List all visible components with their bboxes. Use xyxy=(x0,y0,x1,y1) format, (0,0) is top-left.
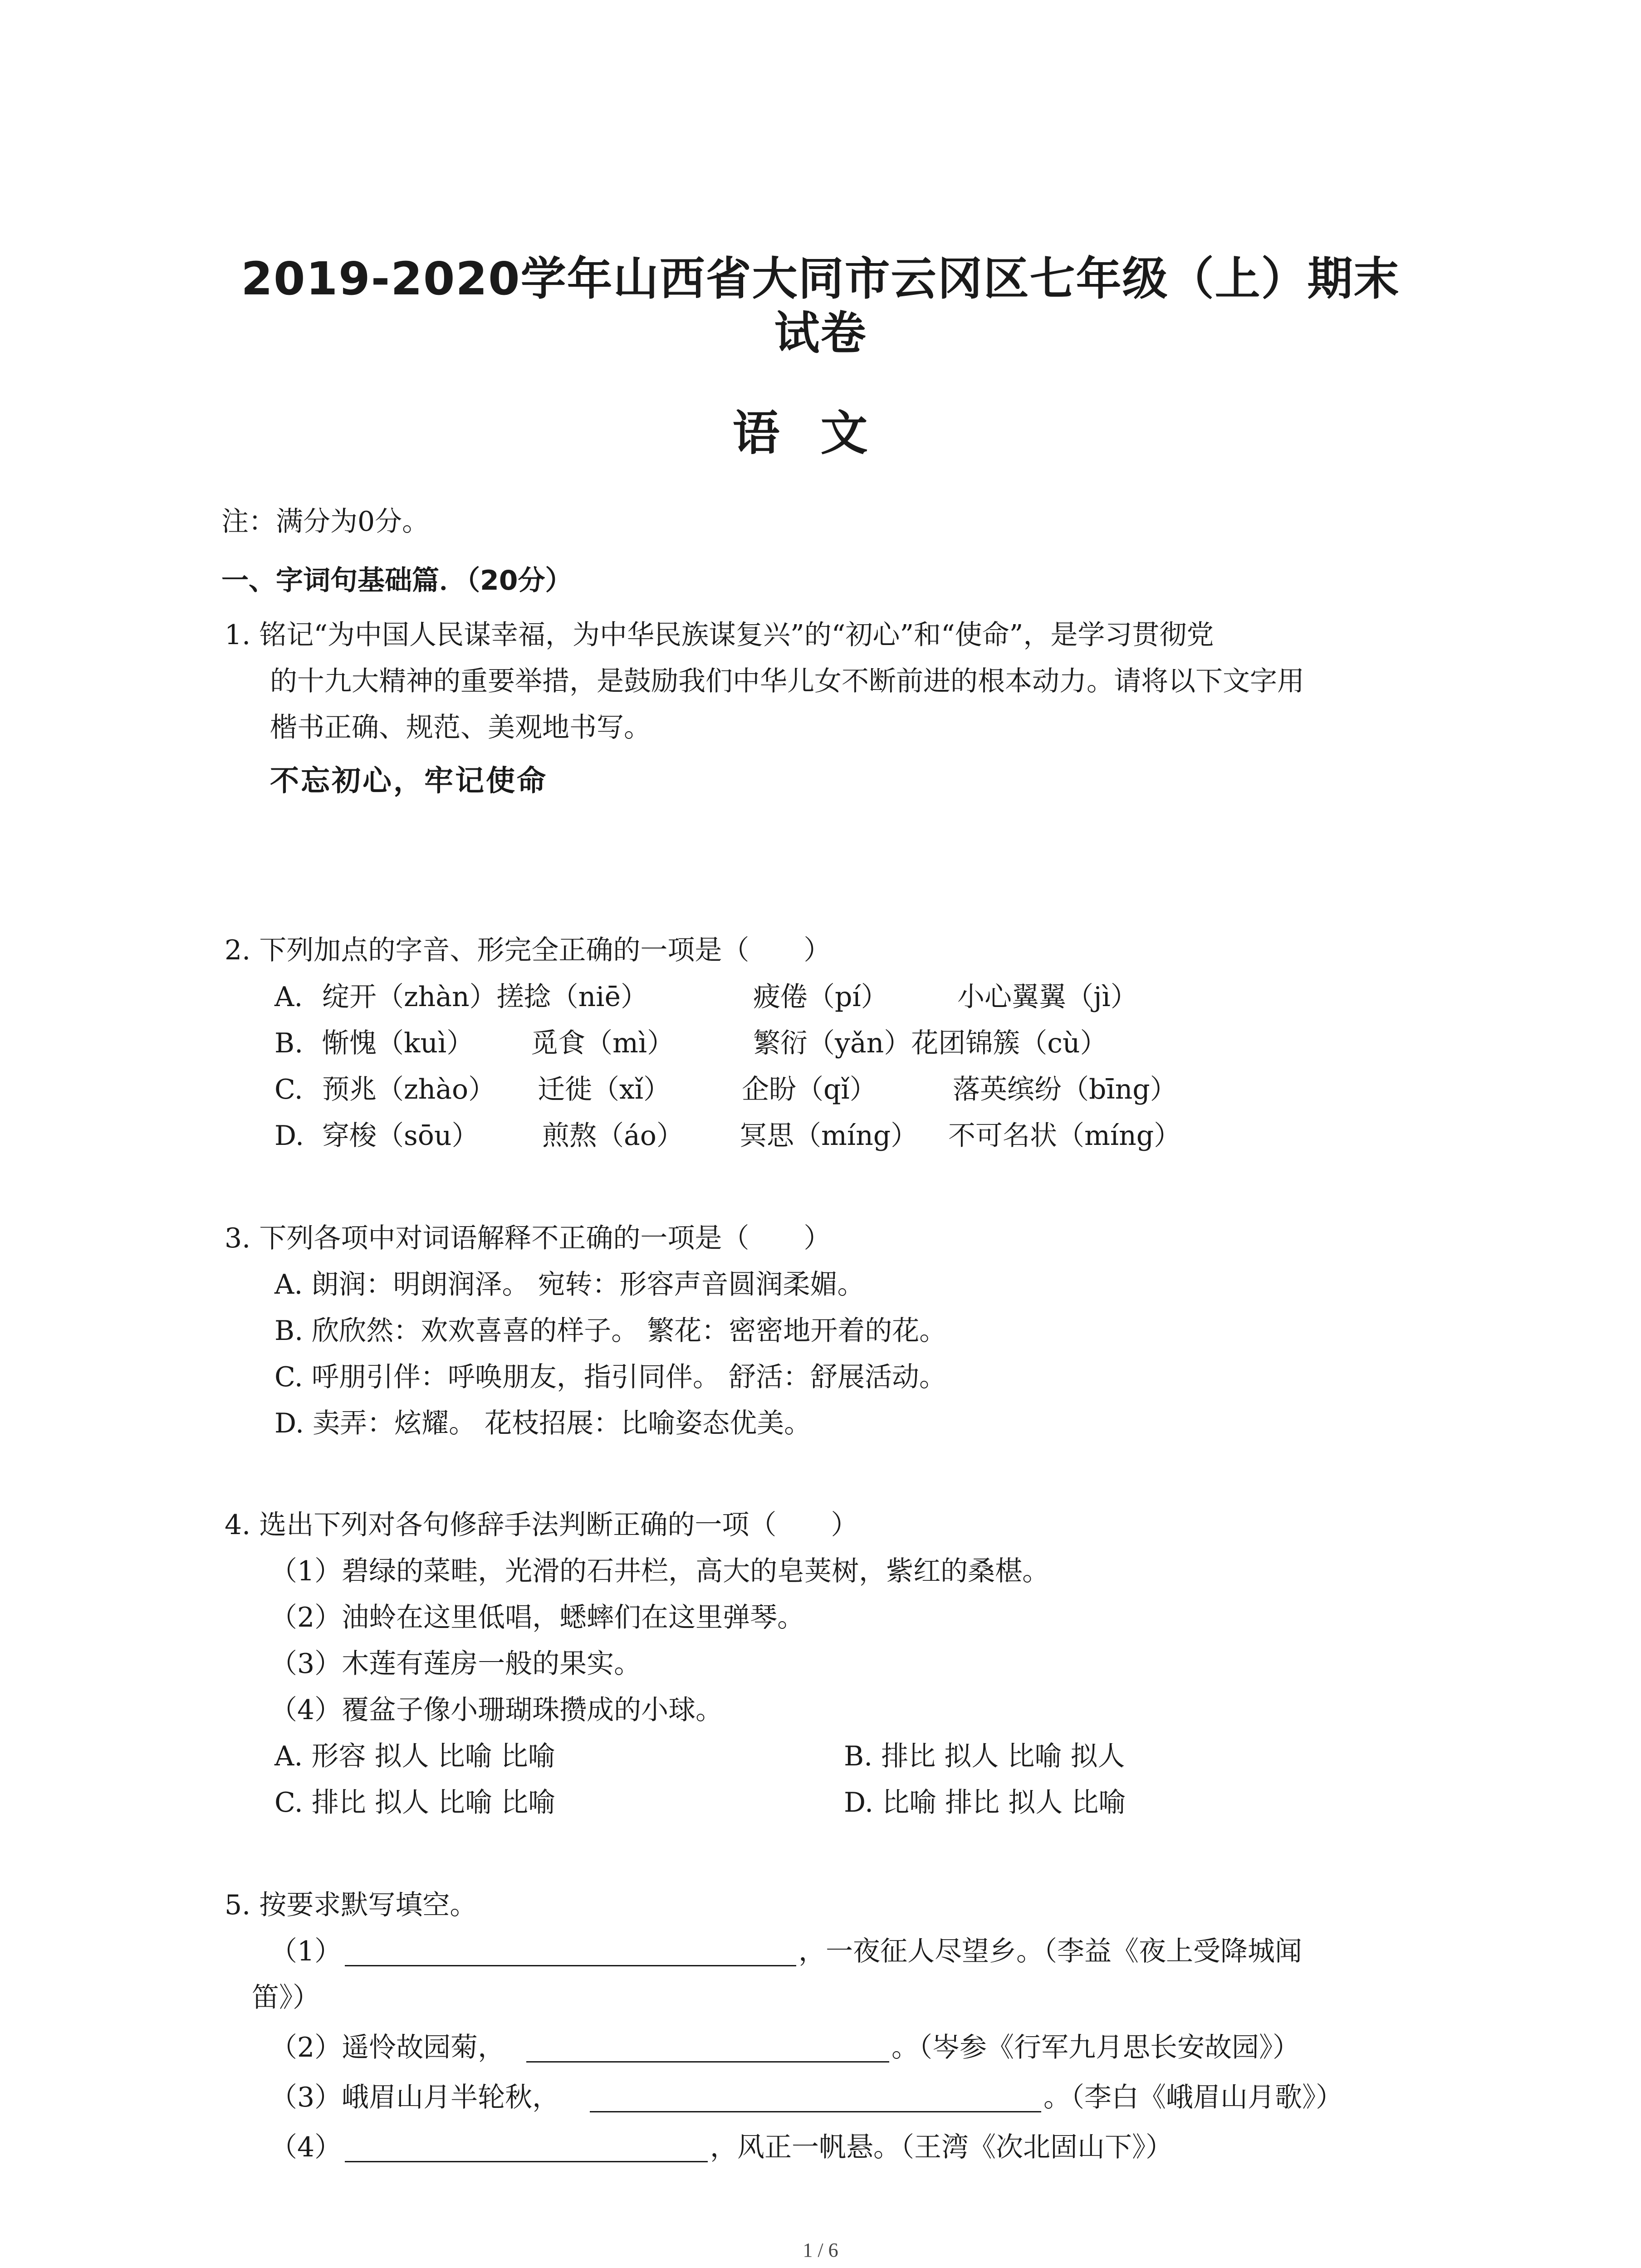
question-1-line2: 的十九大精神的重要举措，是鼓励我们中华儿女不断前进的根本动力。请将以下文字用 xyxy=(270,665,1304,697)
q3-option-c: C. 呼朋引伴：呼唤朋友，指引同伴。 舒活：舒展活动。 xyxy=(274,1361,946,1393)
question-4-stem: 4. 选出下列对各句修辞手法判断正确的一项（ ） xyxy=(225,1509,858,1541)
calligraphy-sample: 不忘初心，牢记使命 xyxy=(270,764,548,798)
q5-blank-3[interactable] xyxy=(590,2111,1041,2112)
q5-line2-after: 。（岑参《行军九月思长安故园》） xyxy=(892,2032,1300,2063)
q4-option-a: A. 形容 拟人 比喻 比喻 xyxy=(274,1740,555,1772)
q2-option-a-part2: 疲倦（pí） xyxy=(753,981,888,1013)
q2-option-c-label: C. xyxy=(274,1074,303,1105)
q2-option-d-label: D. xyxy=(274,1120,304,1152)
question-1-line3: 楷书正确、规范、美观地书写。 xyxy=(270,712,651,743)
q2-option-d-part4: 不可名状（míng） xyxy=(948,1120,1181,1152)
q2-option-c-part3: 企盼（qǐ） xyxy=(742,1074,877,1105)
q5-line3-after: 。（李白《峨眉山月歌》） xyxy=(1043,2082,1343,2113)
q5-line2-before: （2）遥怜故园菊， xyxy=(270,2032,505,2063)
section-heading-1: 一、字词句基础篇．（20分） xyxy=(221,565,573,596)
q2-option-d-part2: 煎熬（áo） xyxy=(542,1120,684,1152)
q4-option-c: C. 排比 拟人 比喻 比喻 xyxy=(274,1787,556,1818)
q5-line4-number: （4） xyxy=(270,2131,342,2163)
q2-option-b-part1: 惭愧（kuì） xyxy=(322,1027,474,1059)
q2-option-b-part2: 觅食（mì） xyxy=(531,1027,675,1059)
question-3-stem: 3. 下列各项中对词语解释不正确的一项是（ ） xyxy=(225,1222,831,1254)
q4-option-b: B. 排比 拟人 比喻 拟人 xyxy=(844,1740,1125,1772)
exam-title-line2: 试卷 xyxy=(774,307,867,360)
q5-line4-text: ，风正一帆悬。（王湾《次北固山下》） xyxy=(710,2131,1173,2163)
question-2-stem: 2. 下列加点的字音、形完全正确的一项是（ ） xyxy=(225,934,831,966)
q2-option-a-label: A. xyxy=(274,981,303,1013)
q3-option-d: D. 卖弄：炫耀。 花枝招展：比喻姿态优美。 xyxy=(274,1408,812,1439)
score-note: 注：满分为0分。 xyxy=(221,506,430,538)
q4-item-3: （3）木莲有莲房一般的果实。 xyxy=(270,1648,642,1680)
q2-option-d-part3: 冥思（míng） xyxy=(740,1120,918,1152)
q4-item-1: （1）碧绿的菜畦，光滑的石井栏，高大的皂荚树，紫红的桑椹。 xyxy=(270,1555,1050,1587)
q3-option-a: A. 朗润：明朗润泽。 宛转：形容声音圆润柔媚。 xyxy=(274,1269,865,1300)
q5-line3-before: （3）峨眉山月半轮秋， xyxy=(270,2082,560,2113)
page-number: 1 / 6 xyxy=(803,2239,838,2261)
q2-option-b-label: B. xyxy=(274,1027,304,1059)
subject-heading: 语文 xyxy=(732,406,909,461)
q2-option-c-part2: 迁徙（xǐ） xyxy=(538,1074,671,1105)
q2-option-a-part1: 绽开（zhàn）搓捻（niē） xyxy=(322,981,648,1013)
q2-option-d-part1: 穿梭（sōu） xyxy=(322,1120,479,1152)
exam-title-line1: 2019-2020学年山西省大同市云冈区七年级（上）期末 xyxy=(241,252,1400,305)
q2-option-a-part3: 小心翼翼（jì） xyxy=(957,981,1138,1013)
question-1-line1: 1. 铭记“为中国人民谋幸福，为中华民族谋复兴”的“初心”和“使命”，是学习贯彻党 xyxy=(225,619,1214,651)
q4-item-4: （4）覆盆子像小珊瑚珠攒成的小球。 xyxy=(270,1694,723,1726)
q5-blank-1[interactable] xyxy=(345,1965,796,1966)
question-5-stem: 5. 按要求默写填空。 xyxy=(225,1889,477,1921)
q5-line1-text: ，一夜征人尽望乡。（李益《夜上受降城闻 xyxy=(798,1936,1302,1967)
q5-blank-2[interactable] xyxy=(526,2061,889,2063)
q4-item-2: （2）油蛉在这里低唱，蟋蟀们在这里弹琴。 xyxy=(270,1602,805,1633)
q5-blank-4[interactable] xyxy=(345,2161,708,2162)
q2-option-c-part4: 落英缤纷（bīng） xyxy=(953,1074,1177,1105)
q5-line1-wrap: 笛》） xyxy=(252,1982,320,2014)
q5-line1-number: （1） xyxy=(270,1936,342,1967)
q2-option-c-part1: 预兆（zhào） xyxy=(322,1074,496,1105)
q2-option-b-part3: 繁衍（yǎn）花团锦簇（cù） xyxy=(753,1027,1107,1059)
q4-option-d: D. 比喻 排比 拟人 比喻 xyxy=(844,1787,1126,1818)
q3-option-b: B. 欣欣然：欢欢喜喜的样子。 繁花：密密地开着的花。 xyxy=(274,1315,947,1347)
